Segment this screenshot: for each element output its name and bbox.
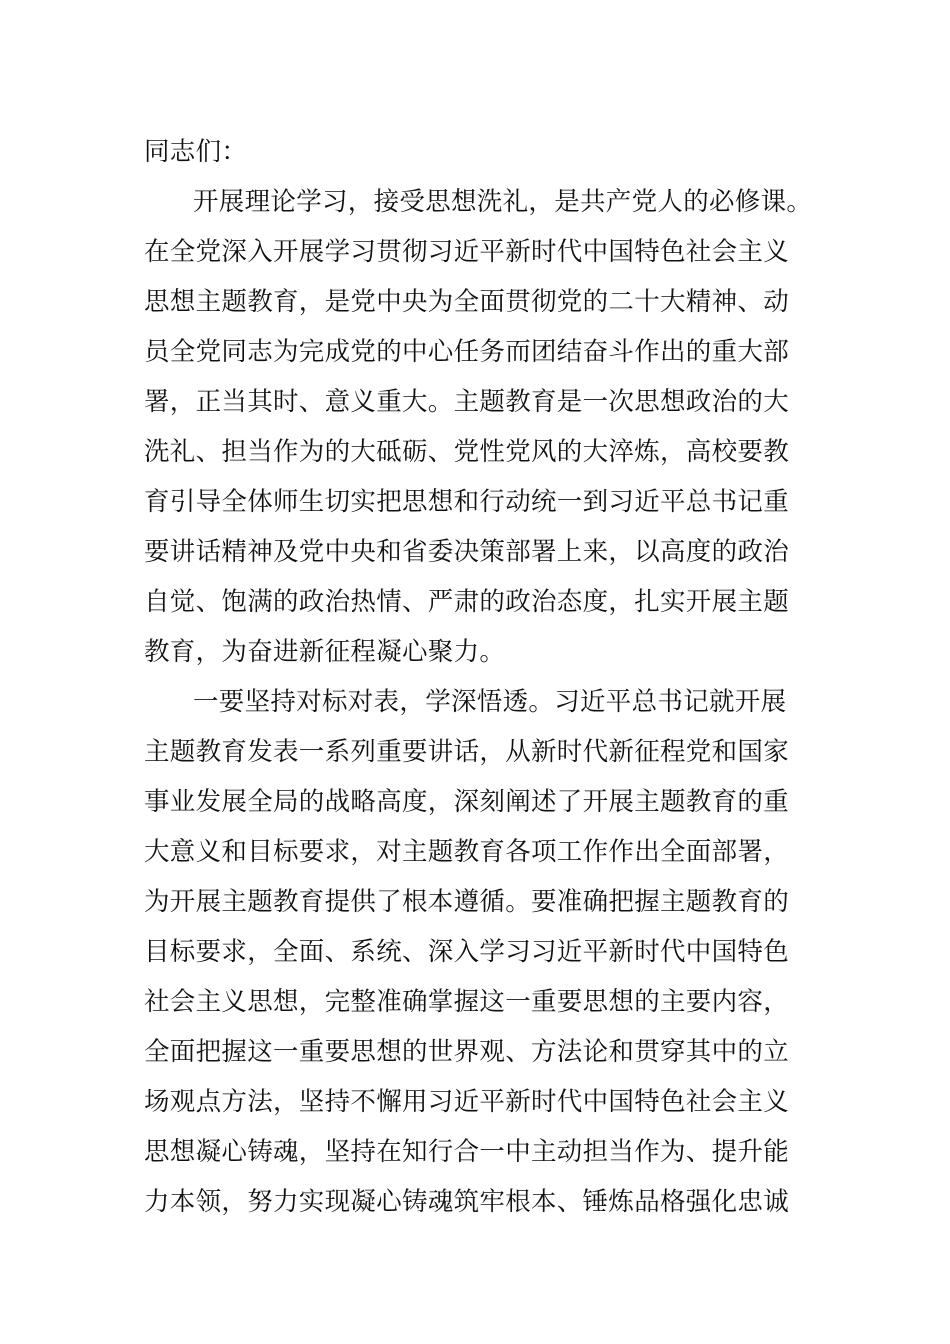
document-body	[144, 127, 834, 1227]
paragraph-1-line: 署，正当其时、意义重大。主题教育是一次思想政治的大	[144, 387, 790, 417]
paragraph-2-line: 力本领，努力实现凝心铸魂筑牢根本、锤炼品格强化忠诚	[144, 1187, 790, 1217]
paragraph-1-line: 要讲话精神及党中央和省委决策部署上来，以高度的政治	[144, 537, 790, 567]
paragraph-1-line: 思想主题教育，是党中央为全面贯彻党的二十大精神、动	[144, 287, 790, 317]
salutation: 同志们：	[144, 137, 248, 167]
paragraph-2-line: 一要坚持对标对表，学深悟透。习近平总书记就开展	[193, 687, 787, 717]
paragraph-2-line: 为开展主题教育提供了根本遵循。要准确把握主题教育的	[144, 887, 790, 917]
paragraph-2-line: 主题教育发表一系列重要讲话，从新时代新征程党和国家	[144, 737, 790, 767]
paragraph-2-line: 事业发展全局的战略高度，深刻阐述了开展主题教育的重	[144, 787, 790, 817]
paragraph-1-line: 员全党同志为完成党的中心任务而团结奋斗作出的重大部	[144, 337, 790, 367]
paragraph-2-line: 社会主义思想，完整准确掌握这一重要思想的主要内容，	[144, 987, 790, 1017]
paragraph-1-line: 自觉、饱满的政治热情、严肃的政治态度，扎实开展主题	[144, 587, 790, 617]
paragraph-1-line: 洗礼、担当作为的大砥砺、党性党风的大淬炼，高校要教	[144, 437, 790, 467]
paragraph-1-line: 在全党深入开展学习贯彻习近平新时代中国特色社会主义	[144, 237, 790, 267]
paragraph-2-line: 大意义和目标要求，对主题教育各项工作作出全面部署，	[144, 837, 790, 867]
paragraph-1-line: 育引导全体师生切实把思想和行动统一到习近平总书记重	[144, 487, 790, 517]
paragraph-2-line: 场观点方法，坚持不懈用习近平新时代中国特色社会主义	[144, 1087, 790, 1117]
paragraph-1-line: 开展理论学习，接受思想洗礼，是共产党人的必修课。	[193, 187, 813, 217]
paragraph-2-line: 全面把握这一重要思想的世界观、方法论和贯穿其中的立	[144, 1037, 790, 1067]
paragraph-2-line: 目标要求，全面、系统、深入学习习近平新时代中国特色	[144, 937, 790, 967]
paragraph-2-line: 思想凝心铸魂，坚持在知行合一中主动担当作为、提升能	[144, 1137, 790, 1167]
paragraph-1-line: 教育，为奋进新征程凝心聚力。	[144, 637, 506, 667]
